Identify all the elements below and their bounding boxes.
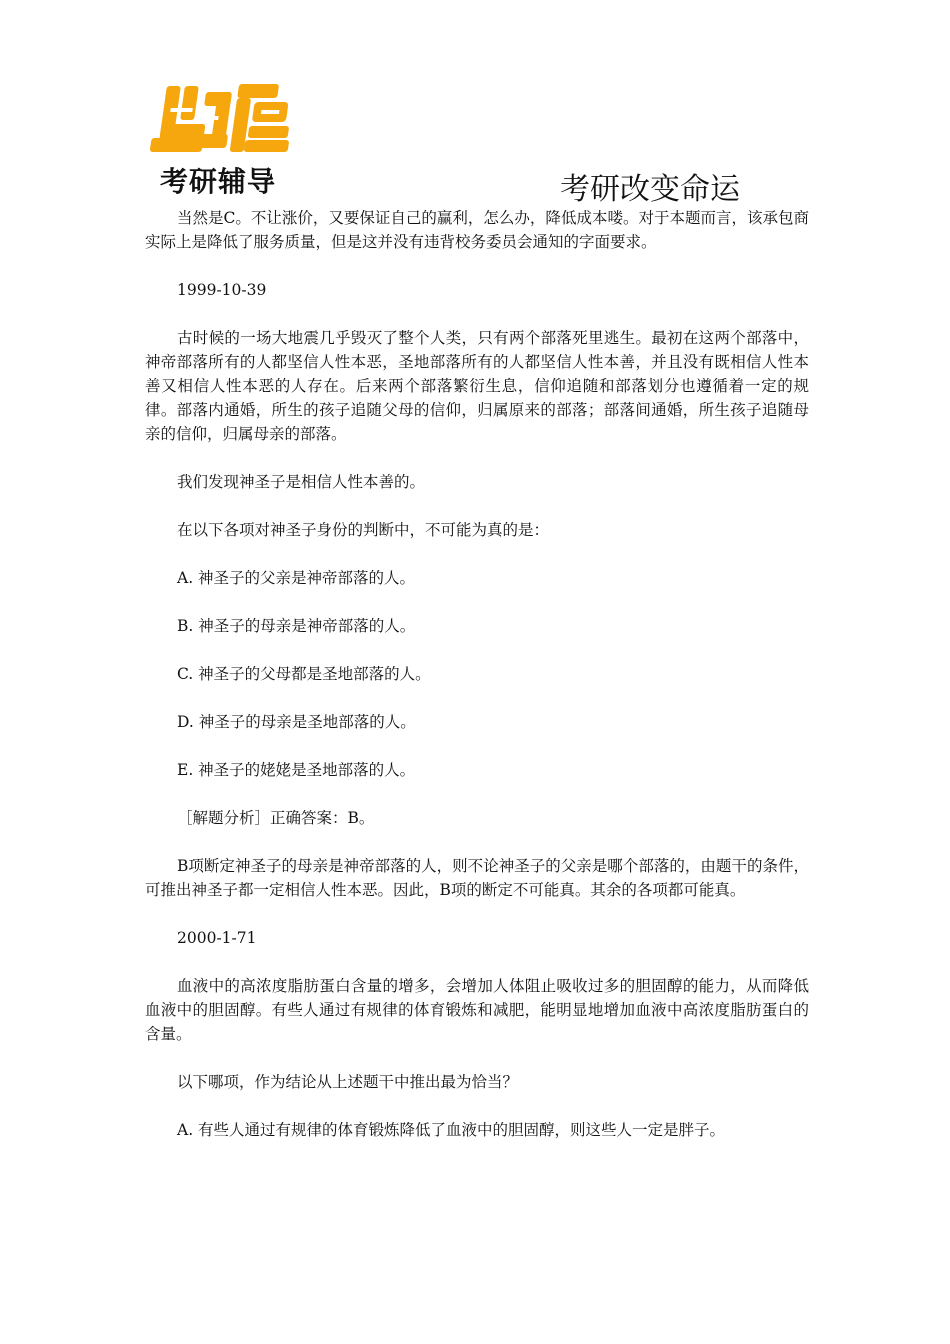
option-c: C. 神圣子的父母都是圣地部落的人。 [177,665,431,683]
logo-caption: 考研辅导 [160,165,277,198]
paragraph-analysis: B项断定神圣子的母亲是神帝部落的人，则不论神圣子的父亲是哪个部落的，由题干的条件，可推出神圣子都一定相信人性本恶。因此，B项的断定不可能真。其余的各项都可能真。 [145,857,809,899]
option-b: B. 神圣子的母亲是神帝部落的人。 [177,617,416,635]
paragraph-question-prompt: 以下哪项，作为结论从上述题干中推出最为恰当？ [177,1073,519,1091]
option-a: A. 有些人通过有规律的体育锻炼降低了血液中的胆固醇，则这些人一定是胖子。 [177,1121,726,1139]
paragraph-answer-explanation: 当然是C。不让涨价，又要保证自己的赢利，怎么办，降低成本喽。对于本题而言，该承包商实际上是降低了服务质量，但是这并没有违背校务委员会通知的字面要求。 [145,209,809,251]
option-a: A. 神圣子的父亲是神帝部落的人。 [177,569,416,587]
document-body [145,206,809,1166]
slogan: 考研改变命运 [560,172,740,207]
paragraph-premise: 我们发现神圣子是相信人性本善的。 [177,473,426,491]
paragraph-question-stem: 古时候的一场大地震几乎毁灭了整个人类，只有两个部落死里逃生。最初在这两个部落中，神帝部落所有的人都坚信人性本恶，圣地部落所有的人都坚信人性本善，并且没有既相信人性本善又相信人性本恶的人存在。后来两个部落繁衍生息，信仰追随和部落划分也遵循着一定的规律。部落内通婚，所生的孩子追随父母的信仰，归属原来的部落；部落间通婚，所生孩子追随母亲的信仰，归属母亲的部落。 [145,329,809,443]
option-d: D. 神圣子的母亲是圣地部落的人。 [177,713,416,731]
question-id: 1999-10-39 [177,281,267,299]
question-id: 2000-1-71 [177,929,257,947]
answer-heading: ［解题分析］正确答案：B。 [177,809,375,827]
kaicheng-logo-mark-icon [150,78,300,163]
paragraph-question-prompt: 在以下各项对神圣子身份的判断中，不可能为真的是： [177,521,550,539]
option-e: E. 神圣子的姥姥是圣地部落的人。 [177,761,416,779]
paragraph-question-stem: 血液中的高浓度脂肪蛋白含量的增多，会增加人体阻止吸收过多的胆固醇的能力，从而降低血液中的胆固醇。有些人通过有规律的体育锻炼和减肥，能明显地增加血液中高浓度脂肪蛋白的含量。 [145,977,809,1043]
